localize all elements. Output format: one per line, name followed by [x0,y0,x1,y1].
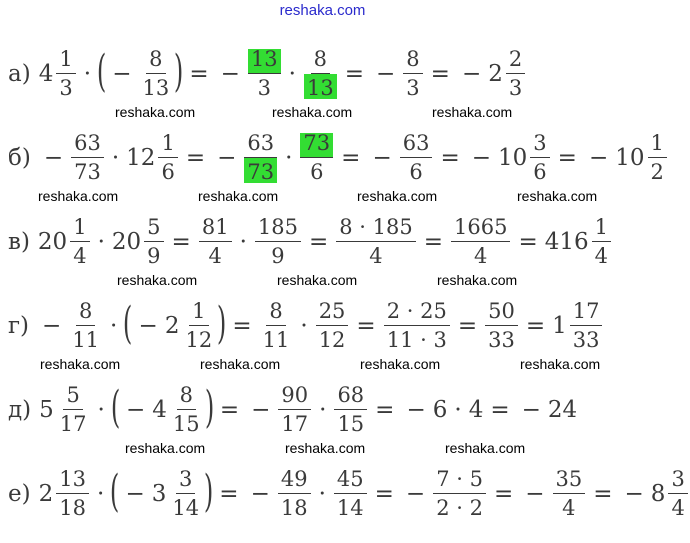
denominator: 73 [244,158,277,183]
numerator: 2 · 25 [384,301,450,326]
parenthesis: ( [110,382,121,433]
fraction [400,133,433,183]
equation-line [8,379,578,441]
fraction [255,217,301,267]
numerator: 1 [592,217,611,242]
denominator: 6 [310,160,324,184]
denominator: 3 [508,76,523,100]
numerator: 63 [71,133,104,158]
operator: = [457,313,478,339]
operator: − [112,61,132,87]
operator: · [110,313,118,339]
watermark-text: reshaka.com [198,188,279,204]
fraction [169,469,202,519]
operator: · [111,145,120,171]
number: 416 [544,229,589,255]
watermark-text: reshaka.com [38,188,119,204]
fraction [56,469,89,519]
numerator: 17 [570,301,603,326]
operator: − [376,61,396,87]
numerator: 50 [485,301,518,326]
operator: = [185,145,206,171]
operator: − [126,397,146,423]
number: 24 [547,397,578,423]
operator: · [454,397,462,423]
number: 4 [152,397,167,423]
denominator: 33 [488,328,515,352]
watermark-text: reshaka.com [520,356,601,372]
fraction [158,133,177,183]
fraction [278,385,311,435]
operator: − [43,145,64,171]
item-label: б) [8,145,31,171]
equation-line [8,43,527,105]
watermark-text: reshaka.com [437,272,518,288]
operator: − [406,397,426,423]
numerator: 1 [70,217,89,242]
numerator: 3 [530,133,549,158]
numerator: 45 [334,469,367,494]
numerator: 5 [63,385,82,410]
parenthesis: ) [204,382,214,433]
watermark-text: reshaka.com [360,356,441,372]
denominator: 17 [281,412,309,436]
fraction [278,469,311,519]
fraction [334,385,367,435]
denominator: 12 [318,328,346,352]
operator: · [319,397,327,423]
fraction [199,217,232,267]
denominator: 18 [280,496,308,520]
equation-line [8,295,604,357]
numerator: 1 [648,133,667,158]
item-label: е) [8,481,31,507]
operator: · [285,145,293,171]
number: 20 [37,229,68,255]
equation-line [8,211,613,273]
operator: = [593,481,613,507]
numerator: 8 · 185 [336,217,415,242]
operator: = [430,61,450,87]
operator: − [250,481,270,507]
operator: = [490,397,510,423]
denominator: 4 [671,496,685,520]
watermark-text: reshaka.com [125,440,206,456]
operator: = [423,229,444,255]
operator: · [97,229,105,255]
fraction [553,469,586,519]
parenthesis: ) [217,298,227,349]
watermark-text: reshaka.com [200,356,281,372]
number: 3 [151,481,167,507]
number: 10 [498,145,528,171]
number: 4 [468,397,484,423]
parenthesis: ) [203,466,214,517]
number: 12 [126,145,156,171]
operator: = [493,481,514,507]
fraction [530,133,549,183]
number: 10 [615,145,645,171]
parenthesis: ( [96,46,107,97]
denominator: 13 [304,74,337,99]
operator: = [308,229,329,255]
item-label: а) [8,61,31,87]
numerator: 8 [266,301,285,326]
operator: − [461,61,482,87]
numerator: 13 [248,49,281,74]
parenthesis: ( [123,298,133,349]
denominator: 11 [72,328,100,352]
parenthesis: ( [110,466,120,517]
fraction [57,385,90,435]
fraction [592,217,611,267]
watermark-text: reshaka.com [445,440,526,456]
denominator: 15 [337,412,365,436]
item-label: в) [8,229,30,255]
denominator: 18 [59,496,86,520]
fraction [56,49,75,99]
denominator: 3 [59,76,73,100]
denominator: 4 [369,244,383,268]
numerator: 3 [668,469,687,494]
fraction [144,217,163,267]
equation-line [8,463,690,525]
fraction [244,133,277,183]
denominator: 9 [271,244,285,268]
denominator: 3 [257,76,271,100]
denominator: 73 [74,160,101,184]
numerator: 35 [553,469,586,494]
number: 5 [39,397,54,423]
fraction [485,301,518,351]
operator: = [171,229,191,255]
operator: = [356,313,376,339]
equation-line [8,127,669,189]
number: 20 [111,229,142,255]
numerator: 185 [255,217,301,242]
denominator: 4 [594,244,609,268]
numerator: 8 [177,385,196,410]
operator: = [219,481,239,507]
fraction [570,301,603,351]
fraction [304,49,337,99]
denominator: 4 [73,244,87,268]
numerator: 3 [176,469,195,494]
operator: = [557,145,577,171]
operator: = [219,397,240,423]
operator: − [125,481,145,507]
fraction [300,133,333,183]
numerator: 1665 [451,217,510,242]
fraction [668,469,687,519]
operator: = [440,145,460,171]
fraction [451,217,510,267]
operator: · [288,61,296,87]
number: 4 [38,61,54,87]
numerator: 63 [400,133,433,158]
numerator: 68 [334,385,367,410]
numerator: 8 [146,49,165,74]
site-header-link[interactable]: reshaka.com [279,2,366,19]
operator: = [518,229,538,255]
operator: · [83,61,92,87]
operator: · [239,229,247,255]
denominator: 6 [161,160,175,184]
operator: − [525,481,545,507]
number: 8 [650,481,666,507]
operator: − [42,313,62,339]
operator: = [232,313,252,339]
denominator: 12 [185,328,213,352]
fraction [334,469,367,519]
watermark-text: reshaka.com [432,104,513,120]
number: 2 [38,481,54,507]
numerator: 49 [278,469,311,494]
operator: − [521,397,541,423]
numerator: 1 [189,301,208,326]
operator: − [217,145,237,171]
numerator: 8 [403,49,422,74]
numerator: 2 [506,49,525,74]
operator: = [374,481,394,507]
numerator: 25 [316,301,349,326]
number: 2 [164,313,180,339]
watermark-text: reshaka.com [115,104,196,120]
denominator: 11 [262,328,290,352]
fraction [260,301,293,351]
watermark-text: reshaka.com [40,356,121,372]
numerator: 81 [199,217,232,242]
fraction [170,385,203,435]
fraction [69,301,102,351]
denominator: 4 [562,496,576,520]
denominator: 17 [59,412,87,436]
denominator: 33 [572,328,600,352]
operator: − [251,397,271,423]
numerator: 8 [76,301,95,326]
denominator: 11 · 3 [386,328,447,352]
numerator: 5 [144,217,163,242]
watermark-text: reshaka.com [272,104,353,120]
denominator: 14 [172,496,200,520]
fraction [403,49,422,99]
denominator: 13 [142,76,170,100]
numerator: 1 [56,49,75,74]
fraction [182,301,215,351]
fraction [70,217,89,267]
operator: = [344,61,364,87]
numerator: 13 [56,469,89,494]
denominator: 15 [172,412,200,436]
denominator: 2 · 2 [436,496,483,520]
numerator: 63 [244,133,277,158]
fraction [71,133,104,183]
denominator: 3 [406,76,420,100]
denominator: 2 [650,160,664,184]
operator: − [138,313,158,339]
fraction [648,133,667,183]
fraction [433,469,486,519]
number: 6 [432,397,448,423]
denominator: 6 [533,160,547,184]
item-label: г) [8,313,30,339]
watermark-text: reshaka.com [517,188,598,204]
operator: · [96,481,105,507]
operator: · [97,397,105,423]
operator: = [189,61,209,87]
operator: − [471,145,492,171]
denominator: 14 [336,496,364,520]
watermark-text: reshaka.com [285,440,366,456]
fraction [248,49,281,99]
numerator: 73 [300,133,333,158]
operator: = [525,313,546,339]
numerator: 90 [278,385,311,410]
denominator: 4 [474,244,488,268]
fraction [506,49,525,99]
operator: − [405,481,426,507]
numerator: 1 [158,133,177,158]
parenthesis: ) [174,46,184,97]
numerator: 7 · 5 [433,469,486,494]
fraction [316,301,349,351]
operator: − [372,145,392,171]
operator: · [318,481,326,507]
denominator: 6 [409,160,423,184]
number: 2 [488,61,503,87]
watermark-text: reshaka.com [357,188,438,204]
item-label: д) [8,397,32,423]
fraction [384,301,450,351]
number: 1 [552,313,567,339]
operator: − [624,481,644,507]
operator: − [220,61,240,87]
fraction [139,49,172,99]
numerator: 8 [311,49,330,74]
watermark-text: reshaka.com [277,272,358,288]
operator: = [341,145,361,171]
fraction [336,217,415,267]
denominator: 4 [208,244,222,268]
operator: · [300,313,308,339]
denominator: 9 [147,244,161,268]
operator: − [588,145,609,171]
operator: = [375,397,395,423]
watermark-text: reshaka.com [117,272,198,288]
